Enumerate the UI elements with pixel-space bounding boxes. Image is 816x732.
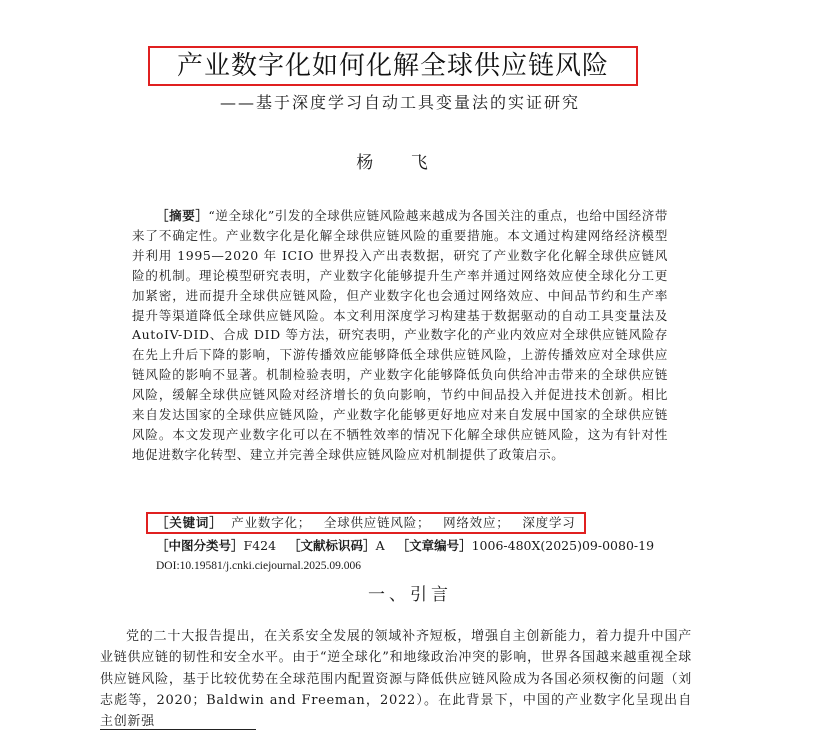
doi-line: DOI:10.19581/j.cnki.ciejournal.2025.09.006 [156,560,362,572]
article-no-label: ［文章编号］ [396,538,472,553]
doc-code-value: A [375,538,385,553]
classification-line [156,537,662,555]
clc-value: F424 [243,538,277,553]
clc-label: ［中图分类号］ [156,538,244,553]
intro-paragraph: 党的二十大报告提出，在关系安全发展的领域补齐短板，增强自主创新能力，着力提升中国产业链供应链的韧性和安全水平。由于“逆全球化”和地缘政治冲突的影响，世界各国越来越重视全球供应链风险，基于比较优势在全球范围内配置资源与降低供应链风险成为各国必须权衡的问题（刘志彪等，2020；Baldwin and Freeman，2022）。在此背景下，中国的产业数字化呈现出自主创新强 [100,629,692,730]
author-name: 杨 飞 [356,153,444,173]
abstract-block [132,206,668,465]
abstract-text: “逆全球化”引发的全球供应链风险越来越成为各国关注的重点，也给中国经济带来了不确定性。产业数字化是化解全球供应链风险的重要措施。本文通过构建网络经济模型并利用 1995—2020 年 ICIO 世界投入产出表数据，研究了产业数字化化解全球供应链风险的机制。理论模型研究表明，产业数字化能够提升生产率并通过网络效应使全球化分工更加紧密，进而提升全球供应链风险，但产业数字化也会通过网络效应、中间品节约和生产率提升等渠道降低全球供应链风险。本文利用深度学习构建基于数据驱动的自动工具变量法及 AutoIV-DID、合成 DID 等方法，研究表明，产业数字化的产业内效应对全球供应链风险存在先上升后下降的影响，下游传播效应能够降低全球供应链风险，上游传播效应对全球供应链风险的影响不显著。机制检验表明，产业数字化能够降低负向供给冲击带来的全球供应链风险，缓解全球供应链风险对经济增长的负向影响，节约中间品投入并促进技术创新。相比来自发达国家的全球供应链风险，产业数字化能够更好地应对来自发展中国家的全球供应链风险。本文发现产业数字化可以在不牺牲效率的情况下化解全球供应链风险，这为有针对性地促进数字化转型、建立并完善全球供应链风险应对机制提供了政策启示。 [132,208,668,462]
keywords-line [156,514,586,532]
abstract-label: ［摘要］ [156,208,209,223]
article-no-value: 1006-480X(2025)09-0080-19 [471,538,655,553]
footnote-divider [100,729,256,730]
paper-subtitle: ——基于深度学习自动工具变量法的实证研究 [219,93,580,112]
keyword-item: 网络效应； [443,515,510,530]
paper-title: 产业数字化如何化解全球供应链风险 [176,51,609,81]
keyword-item: 深度学习 [522,515,576,530]
section-heading: 一、引言 [368,585,452,605]
keyword-item: 全球供应链风险； [323,515,431,530]
keyword-item: 产业数字化； [231,515,312,530]
doc-code-label: ［文献标识码］ [288,538,376,553]
keywords-label: ［关键词］ [156,515,223,530]
